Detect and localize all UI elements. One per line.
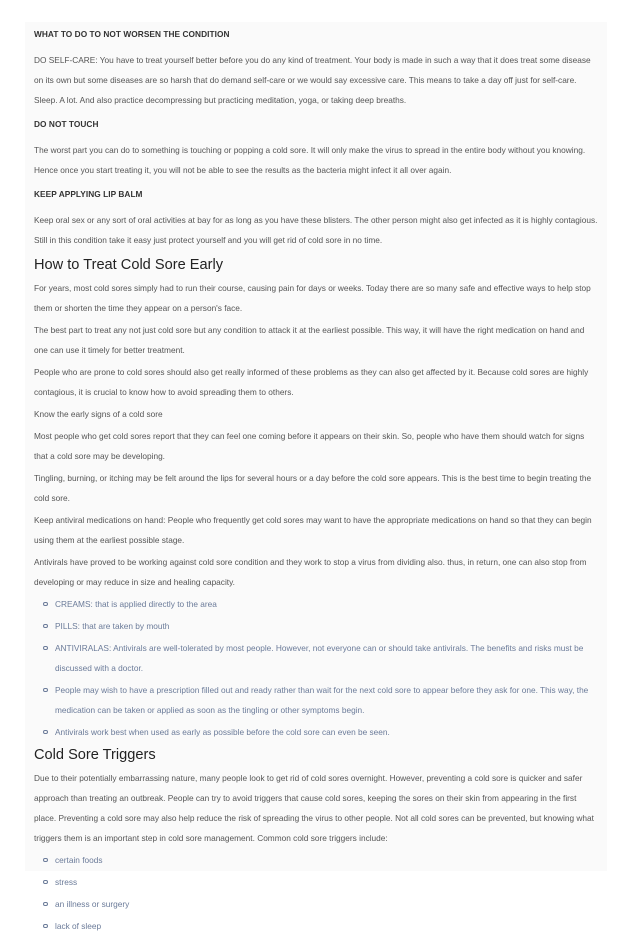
list-item-text: stress [55, 877, 78, 887]
worsen-heading: WHAT TO DO TO NOT WORSEN THE CONDITION [34, 29, 230, 39]
list-item-text: Antivirals work best when used as early as possible before the cold sore can even be seen. [55, 727, 390, 737]
do-not-touch-paragraph: The worst part you can do to something is touching or popping a cold sore. It will only make the virus to spread in the entire body without you knowing. Hence once you start treating it, you will not be able to see the results as the bacteria might infect it all over again. [34, 145, 586, 175]
treat-early-paragraph: People who are prone to cold sores should also get really informed of these problems as they can also get affected by it. Because cold sores are highly contagious, it is crucial to know how to avoid spreading them to others. [34, 367, 589, 397]
list-item-text: People may wish to have a prescription filled out and ready rather than wait for the next cold sore to appear before they ask for one. This way, the medication can be taken or applied as soon as the tingling or other symptoms begin. [55, 685, 589, 715]
treat-early-paragraph: Keep antiviral medications on hand: People who frequently get cold sores may want to have the appropriate medications on hand so that they can begin using them at the earliest possible stage. [34, 515, 592, 545]
bullet-icon [43, 730, 48, 735]
list-item-text: ANTIVIRALAS: Antivirals are well-tolerated by most people. However, not everyone can or should take antivirals. The benefits and risks must be discussed with a doctor. [55, 643, 584, 673]
list-item [55, 722, 599, 742]
list-item [55, 594, 599, 614]
treat-early-paragraph: Tingling, burning, or itching may be felt around the lips for several hours or a day before the cold sore appears. This is the best time to begin treating the cold sore. [34, 473, 592, 503]
bullet-icon [43, 646, 48, 651]
list-item [55, 894, 599, 914]
list-item-text: PILLS: that are taken by mouth [55, 621, 170, 631]
list-item-text: an illness or surgery [55, 899, 130, 909]
bullet-icon [43, 602, 48, 607]
triggers-title: Cold Sore Triggers [34, 747, 156, 763]
list-item [55, 916, 599, 936]
treat-early-paragraph: Antivirals have proved to be working against cold sore condition and they work to stop a virus from dividing also. thus, in return, one can also stop from developing or may reduce in size and healing capacity. [34, 557, 587, 587]
do-not-touch-heading: DO NOT TOUCH [34, 119, 99, 129]
treat-early-paragraph: Most people who get cold sores report that they can feel one coming before it appears on their skin. So, people who have them should watch for signs that a cold sore may be developing. [34, 431, 585, 461]
self-care-paragraph: DO SELF-CARE: You have to treat yourself better before you do any kind of treatment. Your body is made in such a way that it does treat some disease on its own but some diseases are so harsh that do demand self-care or we would say excessive care. This means to take a day off just for self-care. Sleep. A lot. And also practice decompressing but practicing meditation, yoga, or taking deep breaths. [34, 55, 591, 105]
list-item-text: CREAMS: that is applied directly to the area [55, 599, 217, 609]
bullet-icon [43, 624, 48, 629]
bullet-icon [43, 858, 48, 863]
lip-balm-heading: KEEP APPLYING LIP BALM [34, 189, 143, 199]
bullet-icon [43, 924, 48, 929]
bullet-icon [43, 688, 48, 693]
treat-early-paragraph: For years, most cold sores simply had to run their course, causing pain for days or weeks. Today there are so many safe and effective ways to help stop them or shorten the time they appear on a person's face. [34, 283, 591, 313]
list-item [55, 616, 599, 636]
antiviral-list [34, 594, 599, 742]
list-item [55, 872, 599, 892]
treat-early-paragraph: The best part to treat any not just cold sore but any condition to attack it at the earliest possible. This way, it will have the right medication on hand and one can use it timely for better treatment. [34, 325, 585, 355]
list-item-text: certain foods [55, 855, 103, 865]
list-item [55, 680, 599, 720]
treat-early-paragraph: Know the early signs of a cold sore [34, 409, 163, 419]
list-item [55, 638, 599, 678]
list-item [55, 850, 599, 870]
lip-balm-paragraph: Keep oral sex or any sort of oral activities at bay for as long as you have these blisters. The other person might also get infected as it is highly contagious. Still in this condition take it easy just protect yourself and you will get rid of cold sore in no time. [34, 215, 598, 245]
bullet-icon [43, 880, 48, 885]
document-page [25, 22, 607, 931]
triggers-list [34, 850, 599, 936]
treat-early-title: How to Treat Cold Sore Early [34, 257, 223, 273]
triggers-intro-paragraph: Due to their potentially embarrassing nature, many people look to get rid of cold sores overnight. However, preventing a cold sore is quicker and safer approach than treating an outbreak. People can try to avoid triggers that cause cold sores, keeping the sores on their skin from appearing in the first place. Preventing a cold sore may also help reduce the risk of spreading the virus to other people. Not all cold sores can be prevented, but knowing what triggers them is an important step in cold sore management. Common cold sore triggers include: [34, 773, 594, 843]
bullet-icon [43, 902, 48, 907]
list-item-text: lack of sleep [55, 921, 102, 931]
